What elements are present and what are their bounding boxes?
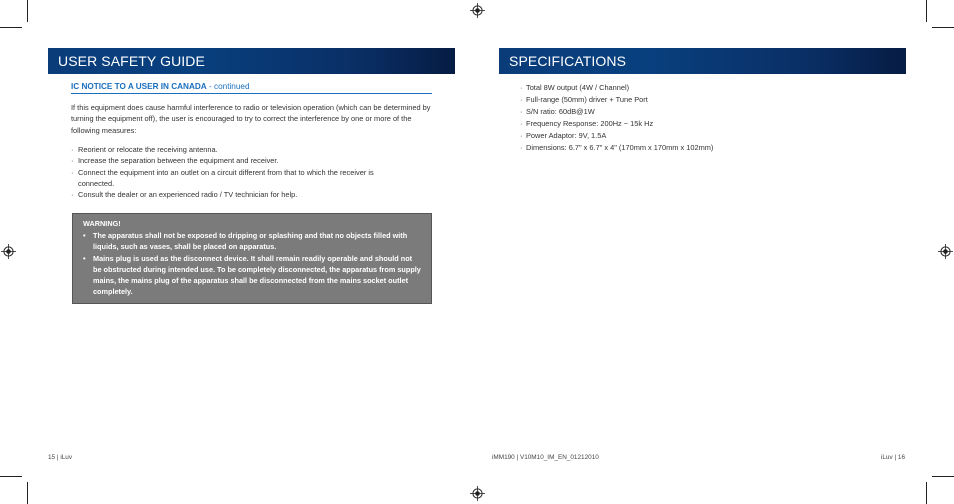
page-number-left: 15 | iLuv (48, 454, 73, 461)
specifications-list (520, 82, 880, 154)
crop-mark (27, 0, 28, 22)
warning-heading: WARNING! (83, 219, 121, 228)
bullet-glyph: · (520, 119, 523, 128)
list-item: · Connect the equipment into an outlet on a circuit different from that to which the receiver is connected. (71, 167, 374, 188)
bullet-glyph: · (520, 143, 523, 152)
measures-list (71, 144, 431, 200)
registration-mark-icon (1, 244, 16, 259)
crop-mark (926, 0, 927, 22)
bullet-glyph: · (520, 131, 523, 140)
crop-mark (932, 476, 954, 477)
list-item: · Increase the separation between the equipment and receiver. (71, 156, 279, 166)
list-item: · Consult the dealer or an experienced radio / TV technician for help. (71, 190, 298, 200)
list-item: · Power Adaptor: 9V, 1.5A (520, 131, 607, 140)
crop-mark (0, 27, 22, 28)
bullet-glyph: · (71, 190, 74, 200)
page-title: SPECIFICATIONS (509, 53, 627, 69)
intro-paragraph: If this equipment does cause harmful interference to radio or television operation (which can be determined by turning the equipment off), the user is encouraged to try to correct the interference by one or more of the following measures: (71, 103, 431, 135)
section-title-banner (48, 48, 455, 74)
bullet-glyph: · (520, 95, 523, 104)
list-item: • The apparatus shall not be exposed to dripping or splashing and that no objects filled with liquids, such as vases, shall be placed on apparatus. (83, 231, 408, 251)
subheading (71, 82, 432, 94)
warning-box (72, 213, 432, 304)
bullet-glyph: · (520, 83, 523, 92)
list-item: • Mains plug is used as the disconnect device. It shall remain readily operable and should not be obstructed during intended use. To be completely disconnected, the apparatus from supply mains, the mains plug of the apparatus shall be disconnected from the mains socket outlet completely. (83, 254, 421, 296)
list-item: · Reorient or relocate the receiving antenna. (71, 145, 218, 154)
document-code: iMM190 | V10M10_IM_EN_01212010 (492, 454, 599, 461)
page-title: USER SAFETY GUIDE (58, 53, 205, 69)
list-item: · Total 8W output (4W / Channel) (520, 83, 630, 92)
registration-mark-icon (938, 244, 953, 259)
bullet-glyph: · (71, 156, 74, 166)
bullet-glyph: • (83, 254, 86, 263)
crop-mark (0, 476, 22, 477)
list-item: · Dimensions: 6.7" x 6.7" x 4" (170mm x 170mm x 102mm) (520, 143, 714, 152)
bullet-glyph: · (71, 145, 74, 154)
subheading-text: IC NOTICE TO A USER IN CANADA (71, 82, 207, 91)
list-item: · Frequency Response: 200Hz ~ 15k Hz (520, 119, 654, 128)
list-item: · Full-range (50mm) driver + Tune Port (520, 95, 648, 104)
crop-mark (932, 27, 954, 28)
registration-mark-icon (470, 486, 485, 501)
crop-mark (27, 482, 28, 504)
list-item: · S/N ratio: 60dB@1W (520, 107, 595, 116)
page-number-right: iLuv | 16 (880, 454, 905, 461)
subheading-continued: - continued (206, 82, 250, 91)
crop-mark (926, 482, 927, 504)
bullet-glyph: · (520, 107, 523, 116)
bullet-glyph: · (71, 167, 74, 177)
bullet-glyph: • (83, 231, 86, 240)
section-title-banner (499, 48, 906, 74)
registration-mark-icon (470, 3, 485, 18)
warning-list (83, 230, 421, 297)
